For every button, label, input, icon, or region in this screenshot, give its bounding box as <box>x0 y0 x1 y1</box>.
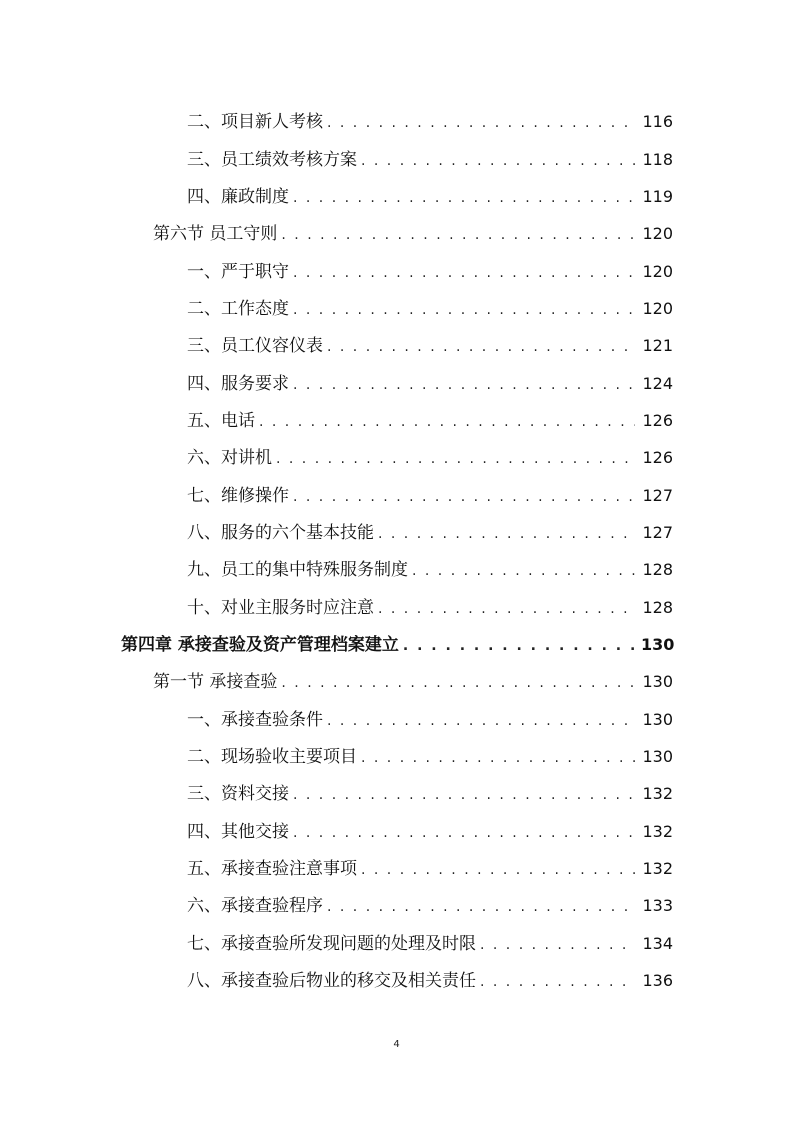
toc-entry-title: 四、其他交接 <box>187 821 289 842</box>
toc-entry-title: 四、廉政制度 <box>187 186 289 207</box>
toc-entry[interactable] <box>0 698 793 735</box>
toc-dot-leader <box>480 936 635 954</box>
toc-dot-leader <box>293 786 635 804</box>
toc-dot-leader <box>361 152 635 170</box>
toc-entry-title: 五、电话 <box>187 410 255 431</box>
toc-dot-leader <box>378 525 635 543</box>
toc-dot-leader <box>293 824 635 842</box>
toc-entry-title: 五、承接查验注意事项 <box>187 858 357 879</box>
toc-entry[interactable] <box>0 960 793 997</box>
toc-entry-page: 126 <box>642 410 673 430</box>
toc-entry[interactable] <box>0 400 793 437</box>
toc-dot-leader <box>327 114 635 132</box>
toc-entry-page: 119 <box>642 186 673 206</box>
toc-entry[interactable] <box>0 288 793 325</box>
toc-entry-title: 三、员工绩效考核方案 <box>187 149 357 170</box>
toc-entry[interactable] <box>0 512 793 549</box>
toc-entry[interactable] <box>0 736 793 773</box>
toc-entry-page: 118 <box>642 149 673 169</box>
toc-entry-page: 128 <box>642 560 673 580</box>
toc-entry-title: 六、承接查验程序 <box>187 896 323 917</box>
toc-entry[interactable] <box>0 437 793 474</box>
toc-entry[interactable] <box>0 549 793 586</box>
toc-entry[interactable] <box>0 213 793 250</box>
toc-entry[interactable] <box>0 810 793 847</box>
toc-dot-leader <box>293 376 635 394</box>
toc-entry-page: 116 <box>642 112 673 132</box>
toc-entry[interactable] <box>0 885 793 922</box>
toc-entry-page: 130 <box>642 709 673 729</box>
page-number: 4 <box>393 1039 400 1050</box>
toc-dot-leader <box>480 973 635 991</box>
toc-dot-leader <box>403 637 635 655</box>
toc-entry-title: 一、承接查验条件 <box>187 709 323 730</box>
toc-entry[interactable] <box>0 362 793 399</box>
toc-entry-title: 三、员工仪容仪表 <box>187 336 323 357</box>
toc-entry[interactable] <box>0 325 793 362</box>
toc-entry[interactable] <box>0 138 793 175</box>
toc-entry-page: 130 <box>641 634 675 654</box>
toc-entry-title: 第一节 承接查验 <box>153 672 278 693</box>
toc-entry-page: 132 <box>642 821 673 841</box>
toc-entry-page: 126 <box>642 448 673 468</box>
toc-entry-title: 四、服务要求 <box>187 373 289 394</box>
toc-entry[interactable] <box>0 250 793 287</box>
toc-entry-page: 132 <box>642 858 673 878</box>
toc-dot-leader <box>378 600 635 618</box>
toc-entry-title: 八、服务的六个基本技能 <box>187 522 374 543</box>
toc-entry-title: 八、承接查验后物业的移交及相关责任 <box>187 970 476 991</box>
toc-entry-title: 二、项目新人考核 <box>187 112 323 133</box>
toc-dot-leader <box>293 488 635 506</box>
toc-dot-leader <box>276 450 635 468</box>
toc-entry[interactable] <box>0 176 793 213</box>
toc-dot-leader <box>327 712 635 730</box>
toc-entry-title: 第四章 承接查验及资产管理档案建立 <box>121 634 399 655</box>
toc-entry-title: 第六节 员工守则 <box>153 224 278 245</box>
toc-entry-page: 130 <box>642 672 673 692</box>
toc-dot-leader <box>361 861 635 879</box>
toc-dot-leader <box>293 264 635 282</box>
toc-entry[interactable] <box>0 101 793 138</box>
toc-entry-page: 120 <box>642 298 673 318</box>
toc-entry-title: 十、对业主服务时应注意 <box>187 597 374 618</box>
toc-entry-title: 二、工作态度 <box>187 298 289 319</box>
toc-entry-title: 三、资料交接 <box>187 784 289 805</box>
toc-dot-leader <box>293 189 635 207</box>
toc-entry-title: 六、对讲机 <box>187 448 272 469</box>
toc-entry-page: 136 <box>642 970 673 990</box>
toc-dot-leader <box>327 898 635 916</box>
toc-entry-page: 128 <box>642 597 673 617</box>
toc-dot-leader <box>293 301 635 319</box>
toc-entry-page: 127 <box>642 485 673 505</box>
toc-entry-page: 130 <box>642 746 673 766</box>
toc-entry-chapter[interactable] <box>0 624 793 661</box>
toc-dot-leader <box>327 338 635 356</box>
toc-entry[interactable] <box>0 661 793 698</box>
toc-entry[interactable] <box>0 848 793 885</box>
toc-entry[interactable] <box>0 586 793 623</box>
toc-entry[interactable] <box>0 773 793 810</box>
toc-entry-page: 134 <box>642 933 673 953</box>
toc-entry[interactable] <box>0 922 793 959</box>
toc-entry-title: 二、现场验收主要项目 <box>187 746 357 767</box>
table-of-contents <box>0 101 793 997</box>
toc-entry[interactable] <box>0 474 793 511</box>
toc-entry-page: 120 <box>642 224 673 244</box>
toc-dot-leader <box>281 674 635 692</box>
toc-entry-page: 120 <box>642 261 673 281</box>
toc-entry-page: 132 <box>642 784 673 804</box>
toc-entry-title: 七、承接查验所发现问题的处理及时限 <box>187 933 476 954</box>
toc-entry-page: 127 <box>642 522 673 542</box>
toc-dot-leader <box>281 226 635 244</box>
toc-entry-title: 一、严于职守 <box>187 261 289 282</box>
toc-entry-page: 121 <box>642 336 673 356</box>
toc-dot-leader <box>361 749 635 767</box>
toc-entry-title: 九、员工的集中特殊服务制度 <box>187 560 408 581</box>
toc-dot-leader <box>259 413 635 431</box>
toc-entry-title: 七、维修操作 <box>187 485 289 506</box>
toc-dot-leader <box>412 562 635 580</box>
toc-entry-page: 133 <box>642 896 673 916</box>
toc-entry-page: 124 <box>642 373 673 393</box>
